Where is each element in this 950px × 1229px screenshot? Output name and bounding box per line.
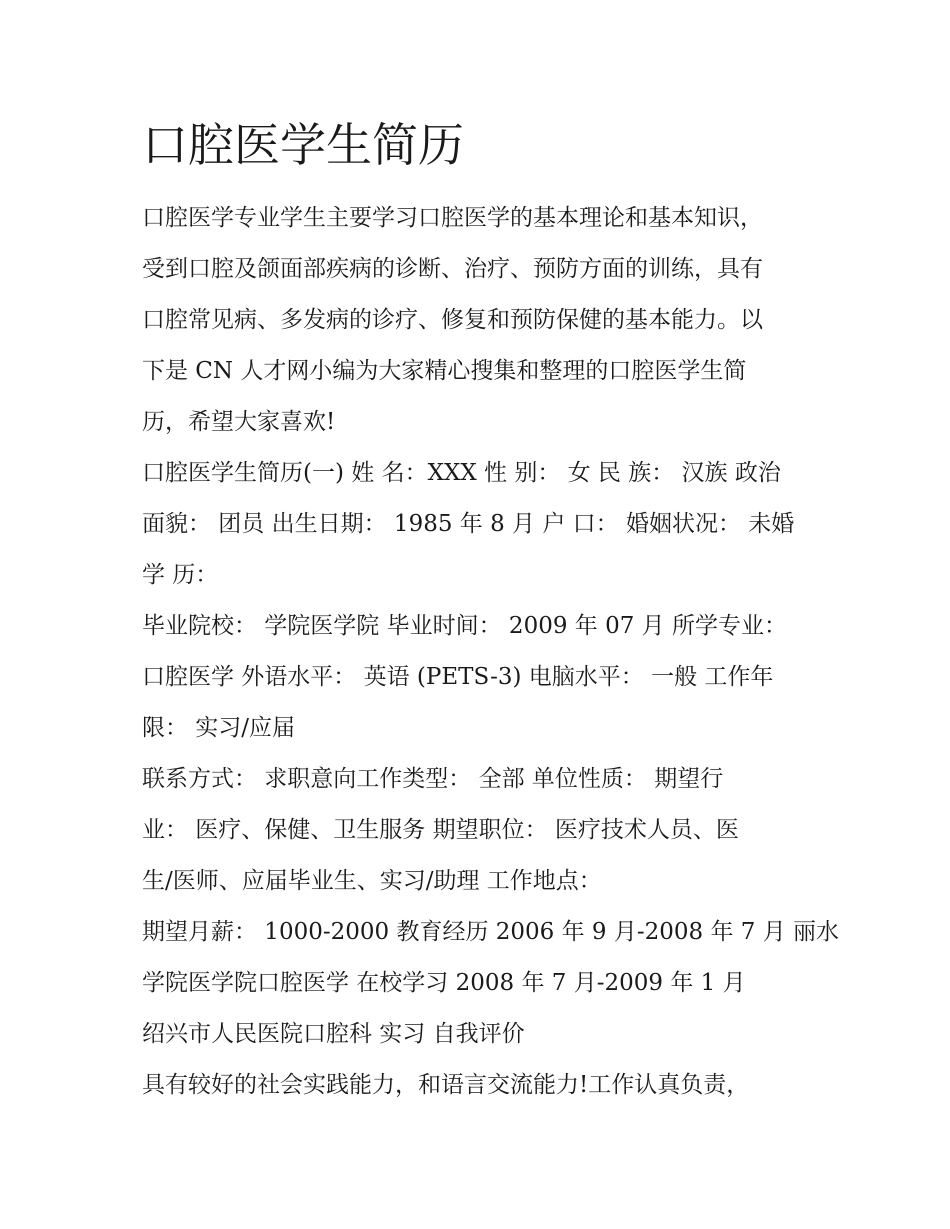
education-info-line-1: 毕业院校： 学院医学院 毕业时间： 2009 年 07 月 所学专业： bbox=[142, 613, 787, 639]
job-intention-line-2: 业： 医疗、保健、卫生服务 期望职位： 医疗技术人员、医 bbox=[142, 817, 739, 843]
intro-line-1: 口腔医学专业学生主要学习口腔医学的基本理论和基本知识， bbox=[142, 205, 763, 231]
education-info-line-2: 口腔医学 外语水平： 英语 (PETS-3) 电脑水平： 一般 工作年 bbox=[142, 664, 774, 690]
resume-basic-info-line-2: 面貌： 团员 出生日期： 1985 年 8 月 户 口： 婚姻状况： 未婚 bbox=[142, 511, 795, 537]
page-title: 口腔医学生简历 bbox=[142, 118, 464, 172]
intro-line-3: 口腔常见病、多发病的诊疗、修复和预防保健的基本能力。以 bbox=[142, 307, 763, 333]
intro-line-4: 下是 CN 人才网小编为大家精心搜集和整理的口腔医学生简 bbox=[142, 358, 747, 384]
experience-line-2: 学院医学院口腔医学 在校学习 2008 年 7 月-2009 年 1 月 bbox=[142, 970, 746, 996]
experience-line-3: 绍兴市人民医院口腔科 实习 自我评价 bbox=[142, 1021, 525, 1047]
job-intention-line-1: 联系方式： 求职意向工作类型： 全部 单位性质： 期望行 bbox=[142, 766, 724, 792]
intro-line-2: 受到口腔及颌面部疾病的诊断、治疗、预防方面的训练，具有 bbox=[142, 256, 763, 282]
resume-basic-info-line-3: 学 历： bbox=[142, 562, 219, 588]
education-info-line-3: 限： 实习/应届 bbox=[142, 715, 296, 741]
self-evaluation-line-1: 具有较好的社会实践能力，和语言交流能力!工作认真负责， bbox=[142, 1072, 750, 1098]
experience-line-1: 期望月薪： 1000-2000 教育经历 2006 年 9 月-2008 年 7 月 丽水 bbox=[142, 919, 840, 945]
job-intention-line-3: 生/医师、应届毕业生、实习/助理 工作地点： bbox=[142, 868, 602, 894]
intro-line-5: 历，希望大家喜欢! bbox=[142, 409, 336, 435]
resume-basic-info-line-1: 口腔医学生简历(一) 姓 名：XXX 性 别： 女 民 族： 汉族 政治 bbox=[142, 460, 781, 486]
